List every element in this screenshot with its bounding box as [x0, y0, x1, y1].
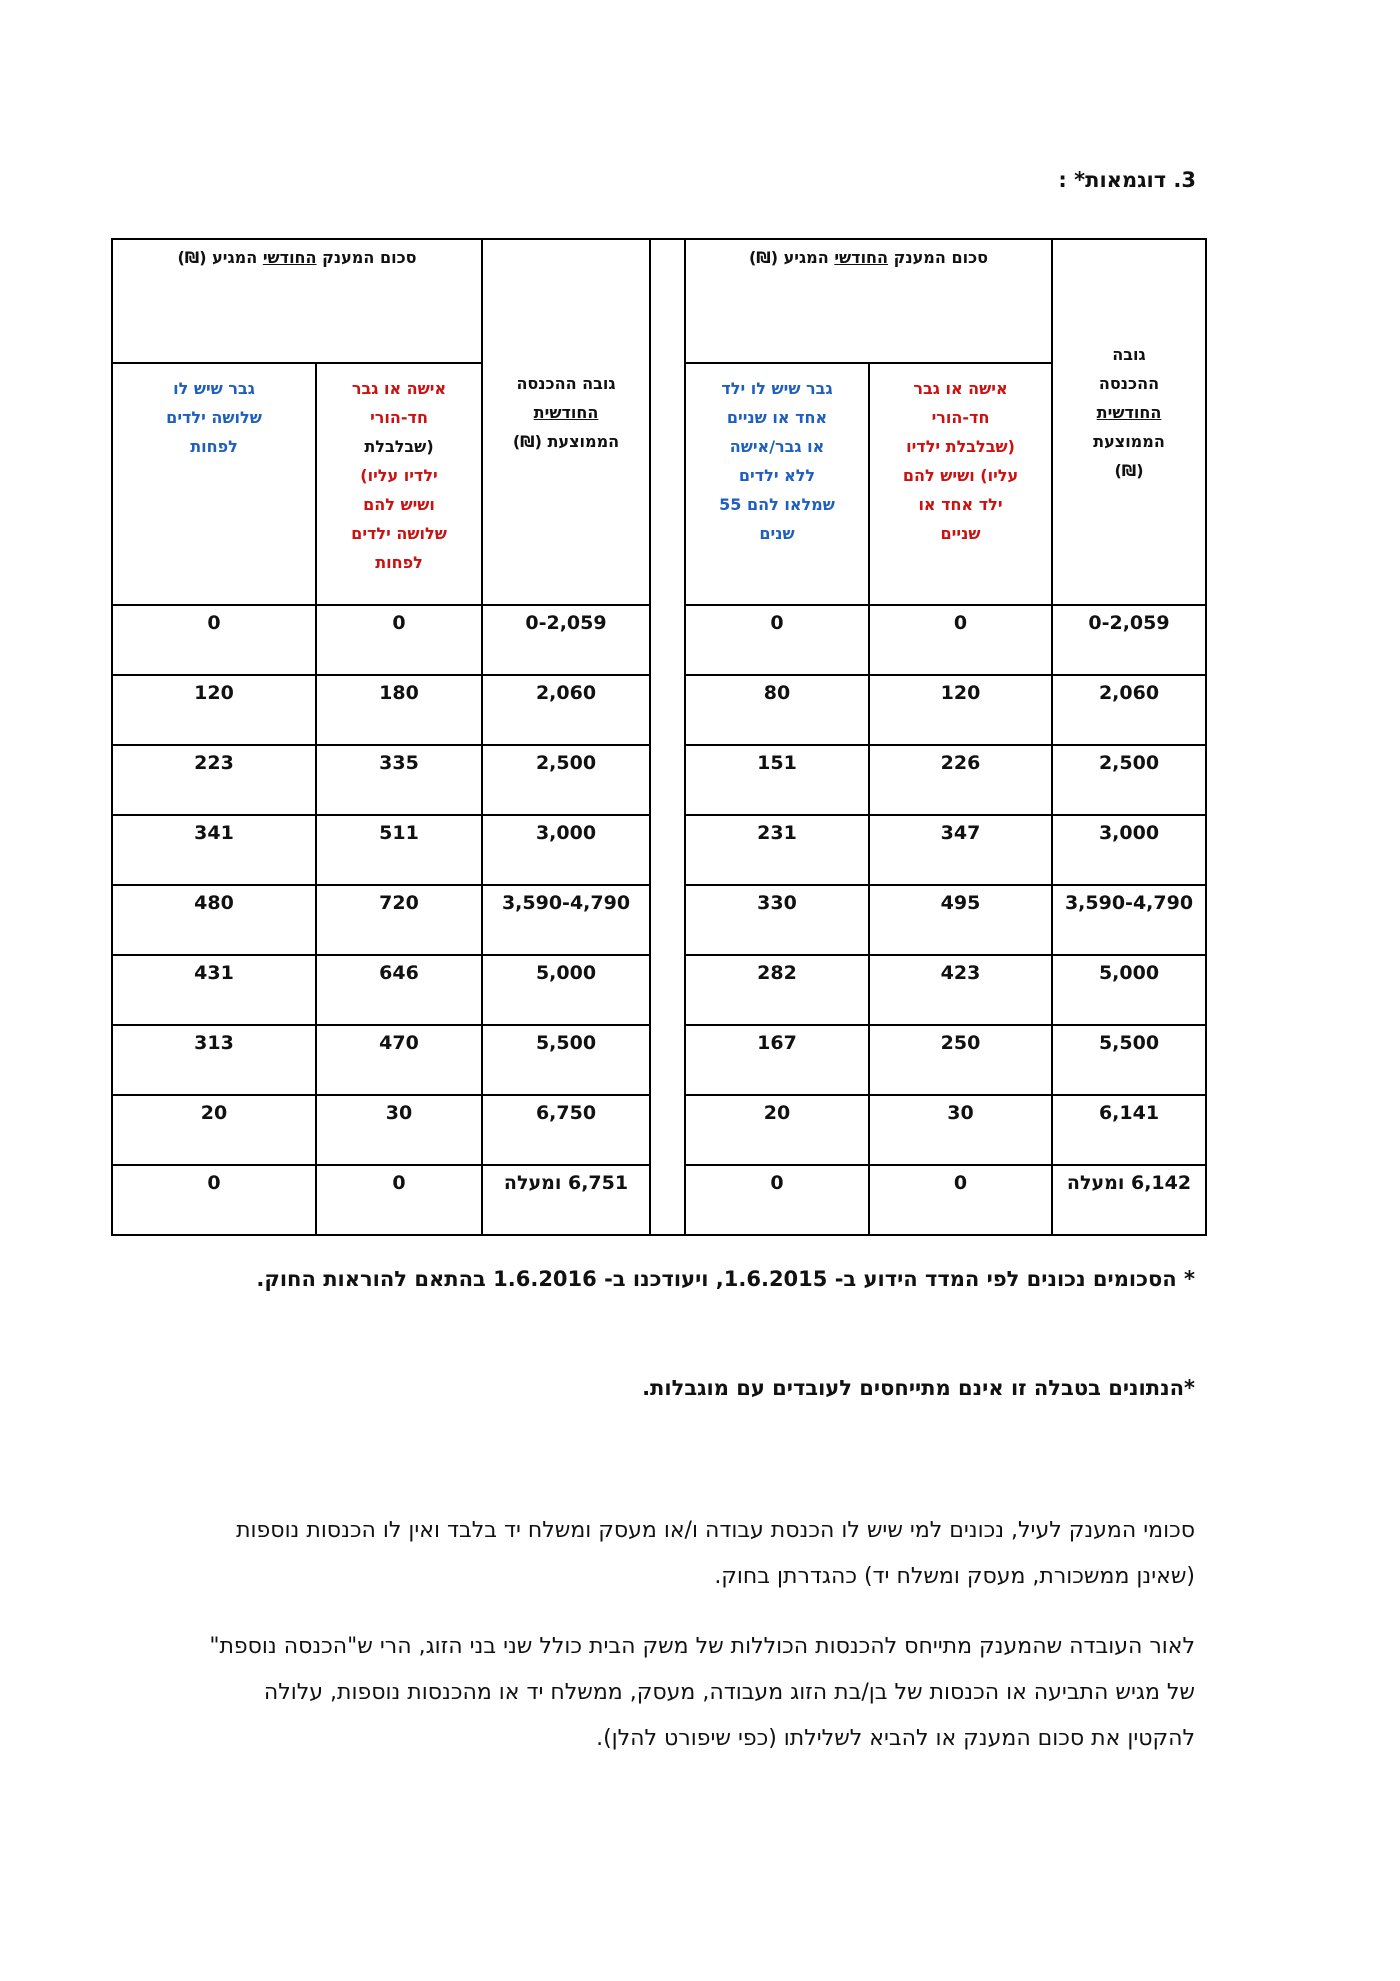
left-single-parent-value: 470	[316, 1025, 482, 1095]
right-income-value: 3,590-4,790	[1052, 885, 1206, 955]
table-separator	[650, 239, 685, 1235]
paragraph-household-income: לאור העובדה שהמענק מתייחס להכנסות הכוללות של משק הבית כולל שני בני הזוג, הרי ש"הכנסה נוספת" של מגיש התביעה או הכנסות של בן/בת הזוג מעבודה, מעסק, ממשלח יד או מהכנסות נוספות, עלולה להקטין את סכום המענק או להביא לשלילתו (כפי שיפורט להלן).	[209, 1634, 1195, 1751]
left-man-value: 20	[112, 1095, 316, 1165]
paragraph-eligibility: סכומי המענק לעיל, נכונים למי שיש לו הכנסת עבודה ו/או מעסק ומשלח יד בלבד ואין לו הכנסות נוספות (שאינן ממשכורת, מעסק ומשלח יד) כהגדרתן בחוק.	[236, 1518, 1195, 1589]
right-income-header: גובה ההכנסה החודשית הממוצעת (₪)	[1052, 239, 1206, 605]
left-single-parent-value: 646	[316, 955, 482, 1025]
right-man-value: 151	[685, 745, 869, 815]
right-income-value: 6,141	[1052, 1095, 1206, 1165]
right-grant-amount-header: סכום המענק החודשי המגיע (₪)	[685, 239, 1052, 363]
left-single-parent-three-children-header: אישה או גבר חד-הורי (שבלבלת ילדיו עליו) ושיש להם שלושה ילדים לפחות	[316, 363, 482, 605]
left-grant-amount-header: סכום המענק החודשי המגיע (₪)	[112, 239, 482, 363]
right-single-parent-value: 0	[869, 1165, 1052, 1235]
left-man-value: 341	[112, 815, 316, 885]
right-man-value: 0	[685, 1165, 869, 1235]
left-income-value: 5,000	[482, 955, 650, 1025]
right-income-value: 5,000	[1052, 955, 1206, 1025]
left-single-parent-value: 511	[316, 815, 482, 885]
left-man-three-children-header: גבר שיש לו שלושה ילדים לפחות	[112, 363, 316, 605]
right-single-parent-value: 0	[869, 605, 1052, 675]
left-income-value: 2,500	[482, 745, 650, 815]
left-income-value: 3,000	[482, 815, 650, 885]
right-man-value: 0	[685, 605, 869, 675]
left-income-value: 5,500	[482, 1025, 650, 1095]
left-man-value: 431	[112, 955, 316, 1025]
right-man-value: 167	[685, 1025, 869, 1095]
right-single-parent-value: 30	[869, 1095, 1052, 1165]
right-man-value: 80	[685, 675, 869, 745]
left-income-header: גובה ההכנסה החודשית הממוצעת (₪)	[482, 239, 650, 605]
right-man-value: 282	[685, 955, 869, 1025]
right-single-parent-value: 495	[869, 885, 1052, 955]
right-single-parent-value: 226	[869, 745, 1052, 815]
left-man-value: 0	[112, 1165, 316, 1235]
left-man-value: 0	[112, 605, 316, 675]
right-income-value: 2,500	[1052, 745, 1206, 815]
right-single-parent-value: 250	[869, 1025, 1052, 1095]
right-man-value: 231	[685, 815, 869, 885]
left-income-value: 6,750	[482, 1095, 650, 1165]
left-man-value: 313	[112, 1025, 316, 1095]
right-single-parent-one-two-children-header: אישה או גבר חד-הורי (שבלבלת ילדיו עליו) ושיש להם ילד אחד או שניים	[869, 363, 1052, 605]
right-single-parent-value: 423	[869, 955, 1052, 1025]
right-man-one-two-children-header: גבר שיש לו ילד אחד או שניים או גבר/אישה ללא ילדים שמלאו להם 55 שנים	[685, 363, 869, 605]
left-single-parent-value: 30	[316, 1095, 482, 1165]
right-man-value: 330	[685, 885, 869, 955]
left-man-value: 120	[112, 675, 316, 745]
footnote-disability: *הנתונים בטבלה זו אינם מתייחסים לעובדים עם מוגבלות.	[642, 1376, 1195, 1400]
left-man-value: 223	[112, 745, 316, 815]
left-single-parent-value: 0	[316, 605, 482, 675]
left-single-parent-value: 720	[316, 885, 482, 955]
left-man-value: 480	[112, 885, 316, 955]
right-income-value: 5,500	[1052, 1025, 1206, 1095]
left-income-value: 2,060	[482, 675, 650, 745]
right-income-value: 0-2,059	[1052, 605, 1206, 675]
right-single-parent-value: 347	[869, 815, 1052, 885]
left-income-value: 6,751 ומעלה	[482, 1165, 650, 1235]
grant-examples-table	[111, 238, 1207, 1236]
right-man-value: 20	[685, 1095, 869, 1165]
left-single-parent-value: 0	[316, 1165, 482, 1235]
footnote-amounts-update: * הסכומים נכונים לפי המדד הידוע ב- 1.6.2015, ויעודכנו ב- 1.6.2016 בהתאם להוראות החוק.	[256, 1267, 1195, 1291]
right-income-value: 3,000	[1052, 815, 1206, 885]
right-income-value: 2,060	[1052, 675, 1206, 745]
left-single-parent-value: 335	[316, 745, 482, 815]
left-single-parent-value: 180	[316, 675, 482, 745]
left-income-value: 0-2,059	[482, 605, 650, 675]
right-single-parent-value: 120	[869, 675, 1052, 745]
right-income-value: 6,142 ומעלה	[1052, 1165, 1206, 1235]
section-heading: 3. דוגמאות* :	[1058, 168, 1196, 192]
left-income-value: 3,590-4,790	[482, 885, 650, 955]
